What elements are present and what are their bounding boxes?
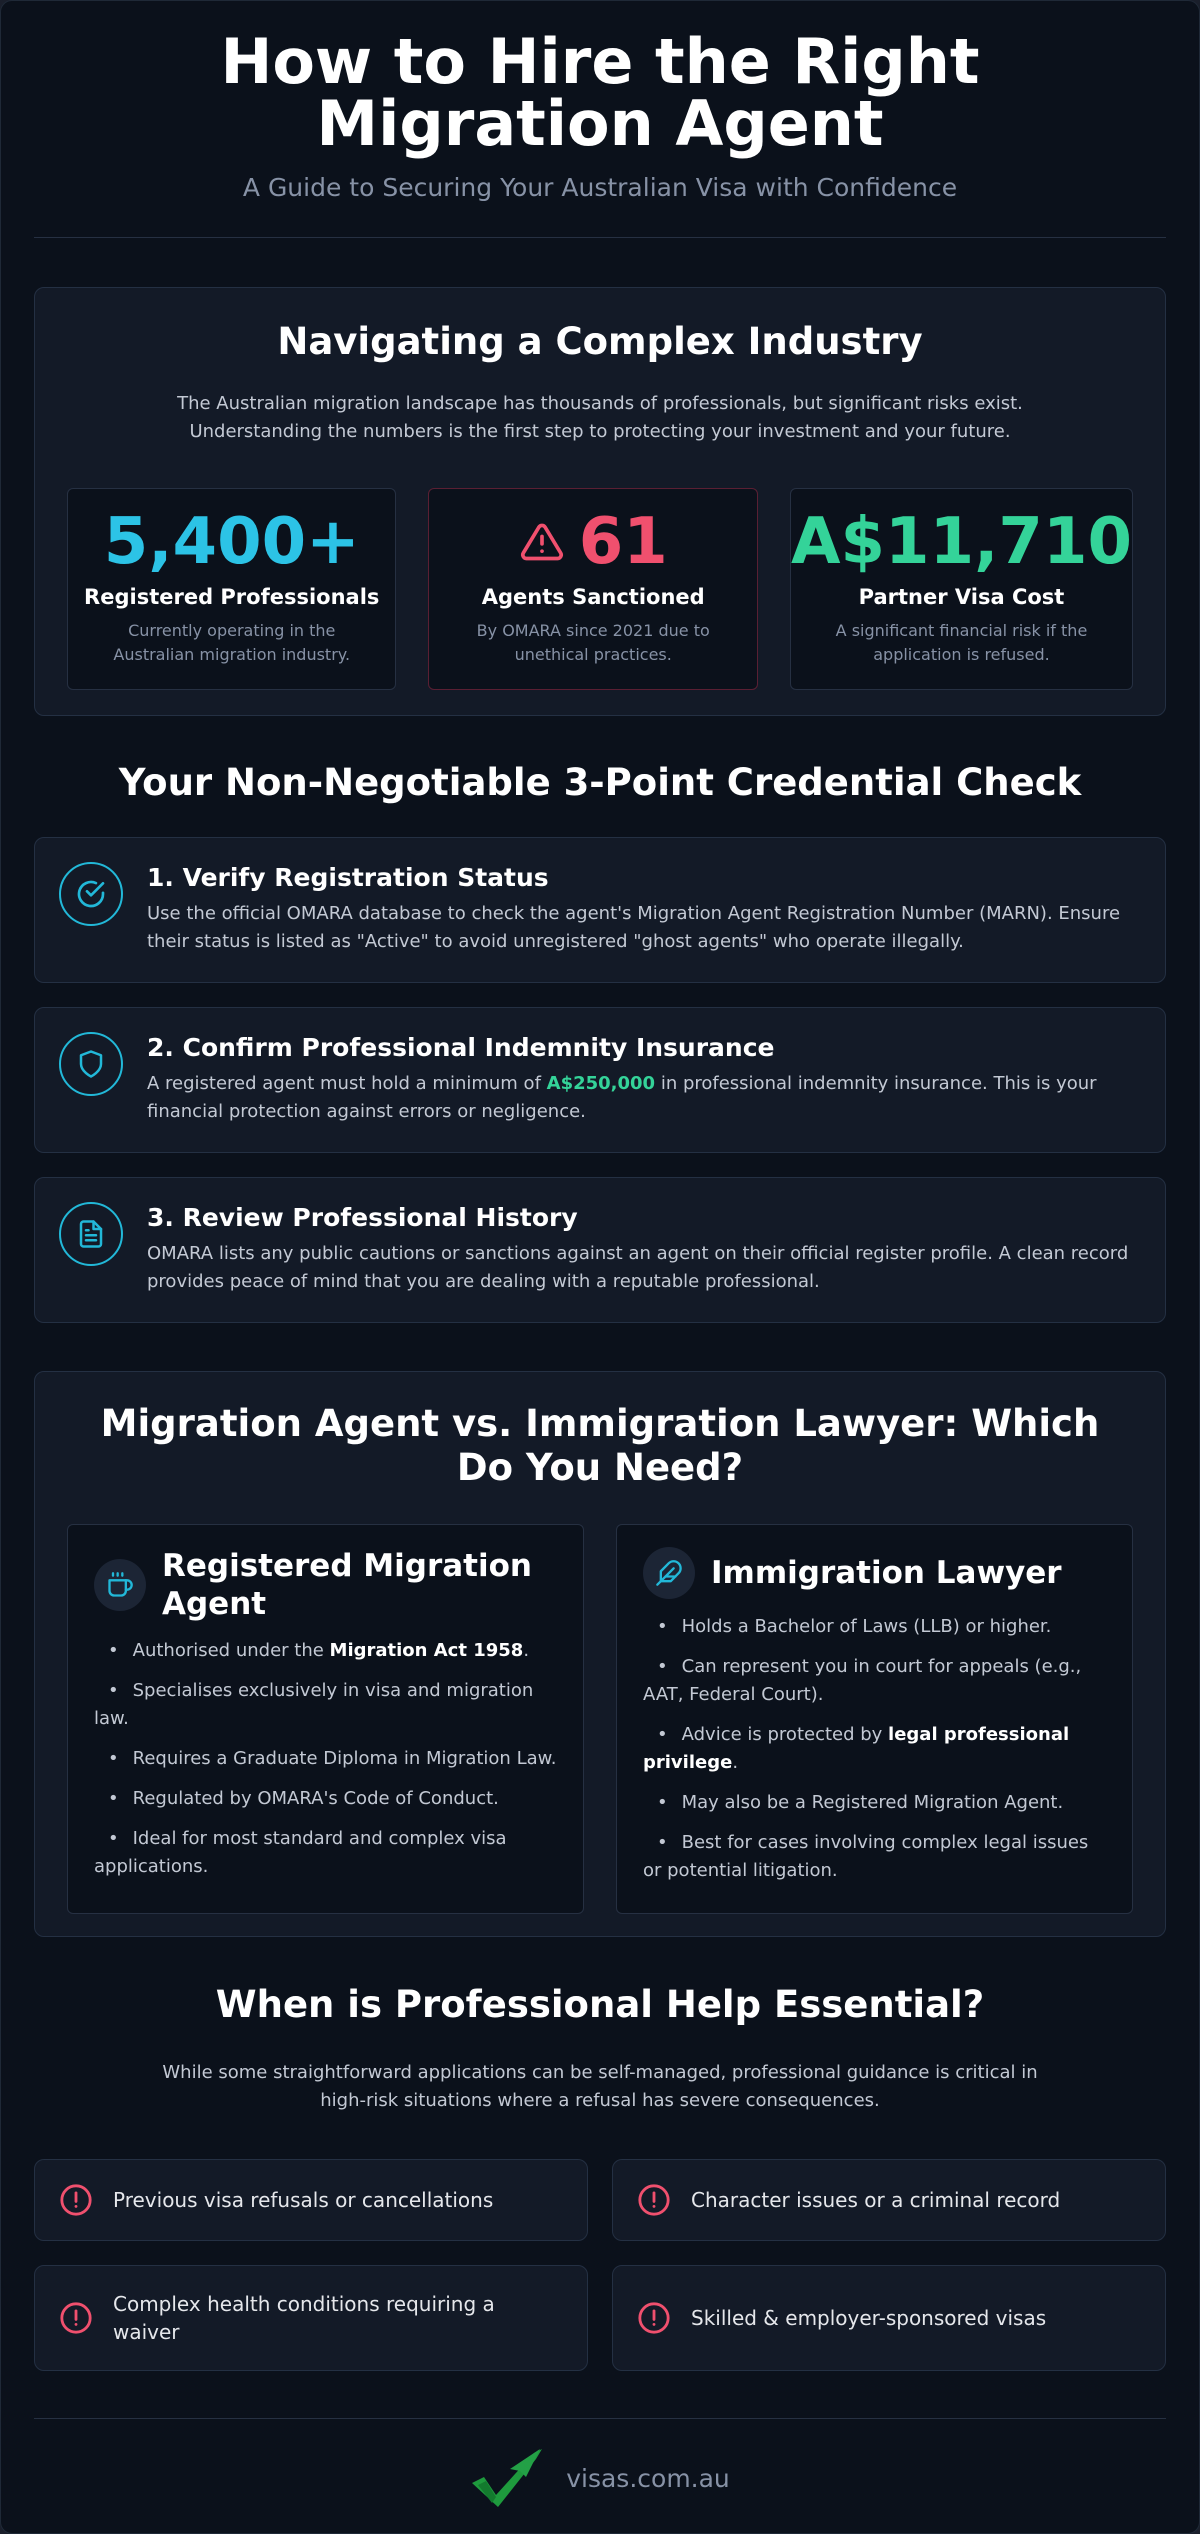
list-item: • Ideal for most standard and complex visa applications. (94, 1825, 557, 1881)
list-item: • Requires a Graduate Diploma in Migration Law. (94, 1745, 557, 1773)
stat-card-professionals (67, 488, 396, 690)
stat-label: Registered Professionals (84, 585, 380, 609)
stat-card-sanctioned (428, 488, 757, 690)
essential-title: When is Professional Help Essential? (215, 1983, 985, 2026)
checks-list (34, 837, 1166, 1323)
stat-label: Agents Sanctioned (481, 585, 705, 609)
checks-title: Your Non-Negotiable 3-Point Credential Check (118, 761, 1082, 804)
stat-note: By OMARA since 2021 due to unethical practices. (476, 621, 710, 664)
warning-icon (519, 520, 565, 564)
stat-value: 61 (578, 505, 668, 579)
essential-item (34, 2159, 588, 2241)
stat-card-partner-visa (790, 488, 1133, 690)
check-item-insurance (34, 1007, 1166, 1153)
insurance-amount: A$250,000 (546, 1073, 656, 1094)
divider (34, 237, 1166, 238)
footer (34, 2447, 1166, 2509)
check-text: A registered agent must hold a minimum of A$250,000 in professional indemnity insurance. This is your financial protection against errors or negligence. (147, 1073, 1097, 1122)
comparison-section (34, 1371, 1166, 1937)
essential-item (612, 2265, 1166, 2371)
page-subtitle: A Guide to Securing Your Australian Visa with Confidence (242, 173, 958, 202)
stat-note: Currently operating in the Australian migration industry. (113, 621, 351, 664)
stat-label: Partner Visa Cost (858, 585, 1065, 609)
stat-note: A significant financial risk if the application is refused. (835, 621, 1088, 664)
comparison-title: Migration Agent vs. Immigration Lawyer: Which Do You Need? (100, 1402, 1100, 1489)
check-circle-icon (59, 862, 123, 926)
essential-item-label: Character issues or a criminal record (691, 2188, 1061, 2212)
check-item-registration (34, 837, 1166, 983)
divider (34, 2418, 1166, 2419)
lawyer-card-title: Immigration Lawyer (711, 1555, 1062, 1591)
check-item-history (34, 1177, 1166, 1323)
essential-item (34, 2265, 588, 2371)
essential-item-label: Skilled & employer-sponsored visas (691, 2306, 1047, 2330)
document-icon (59, 1202, 123, 1266)
stats-row (67, 488, 1133, 690)
agent-card (67, 1524, 584, 1914)
coffee-cup-icon (94, 1559, 146, 1611)
agent-card-title: Registered Migration Agent (162, 1548, 532, 1622)
check-title: 2. Confirm Professional Indemnity Insurance (147, 1033, 775, 1062)
stat-value: 5,400+ (103, 505, 360, 579)
list-item: • Regulated by OMARA's Code of Conduct. (94, 1785, 557, 1813)
footer-site-name: visas.com.au (566, 2463, 730, 2493)
lawyer-bullets (643, 1613, 1106, 1885)
alert-circle-icon (637, 2183, 671, 2217)
check-title: 1. Verify Registration Status (147, 863, 549, 892)
list-item: • Specialises exclusively in visa and migration law. (94, 1677, 557, 1733)
check-text: Use the official OMARA database to check the agent's Migration Agent Registration Number (MARN). Ensure their status is listed as "Active" to avoid unregistered "ghost agents" who operate illegally. (147, 903, 1121, 952)
stat-value-wrap (519, 507, 668, 577)
industry-description: The Australian migration landscape has thousands of professionals, but significant risks exist. Understanding the numbers is the first step to protecting your investment and your future. (177, 393, 1023, 442)
essential-grid (34, 2159, 1166, 2371)
shield-icon (59, 1032, 123, 1096)
industry-title: Navigating a Complex Industry (277, 320, 923, 363)
essential-item (612, 2159, 1166, 2241)
industry-section (34, 287, 1166, 716)
list-item: • Advice is protected by legal professional privilege. (643, 1721, 1106, 1777)
stat-value: A$11,710 (790, 505, 1132, 579)
list-item: • Authorised under the Migration Act 1958. (94, 1637, 557, 1665)
alert-circle-icon (59, 2301, 93, 2335)
check-text: OMARA lists any public cautions or sanctions against an agent on their official register profile. A clean record provides peace of mind that you are dealing with a reputable professional. (147, 1243, 1129, 1292)
essential-item-label: Previous visa refusals or cancellations (113, 2188, 494, 2212)
agent-bullets (94, 1637, 557, 1881)
feather-icon (643, 1547, 695, 1599)
alert-circle-icon (637, 2301, 671, 2335)
essential-description: While some straightforward applications can be self-managed, professional guidance is critical in high-risk situations where a refusal has severe consequences. (162, 2062, 1038, 2111)
list-item: • Best for cases involving complex legal issues or potential litigation. (643, 1829, 1106, 1885)
essential-item-label: Complex health conditions requiring a waiver (113, 2292, 495, 2344)
list-item: • Holds a Bachelor of Laws (LLB) or higher. (643, 1613, 1106, 1641)
alert-circle-icon (59, 2183, 93, 2217)
checkmark-plane-logo (470, 2447, 544, 2509)
list-item: • Can represent you in court for appeals (e.g., AAT, Federal Court). (643, 1653, 1106, 1709)
lawyer-card (616, 1524, 1133, 1914)
list-item: • May also be a Registered Migration Agent. (643, 1789, 1106, 1817)
page-title: How to Hire the Right Migration Agent (220, 25, 980, 160)
check-title: 3. Review Professional History (147, 1203, 578, 1232)
